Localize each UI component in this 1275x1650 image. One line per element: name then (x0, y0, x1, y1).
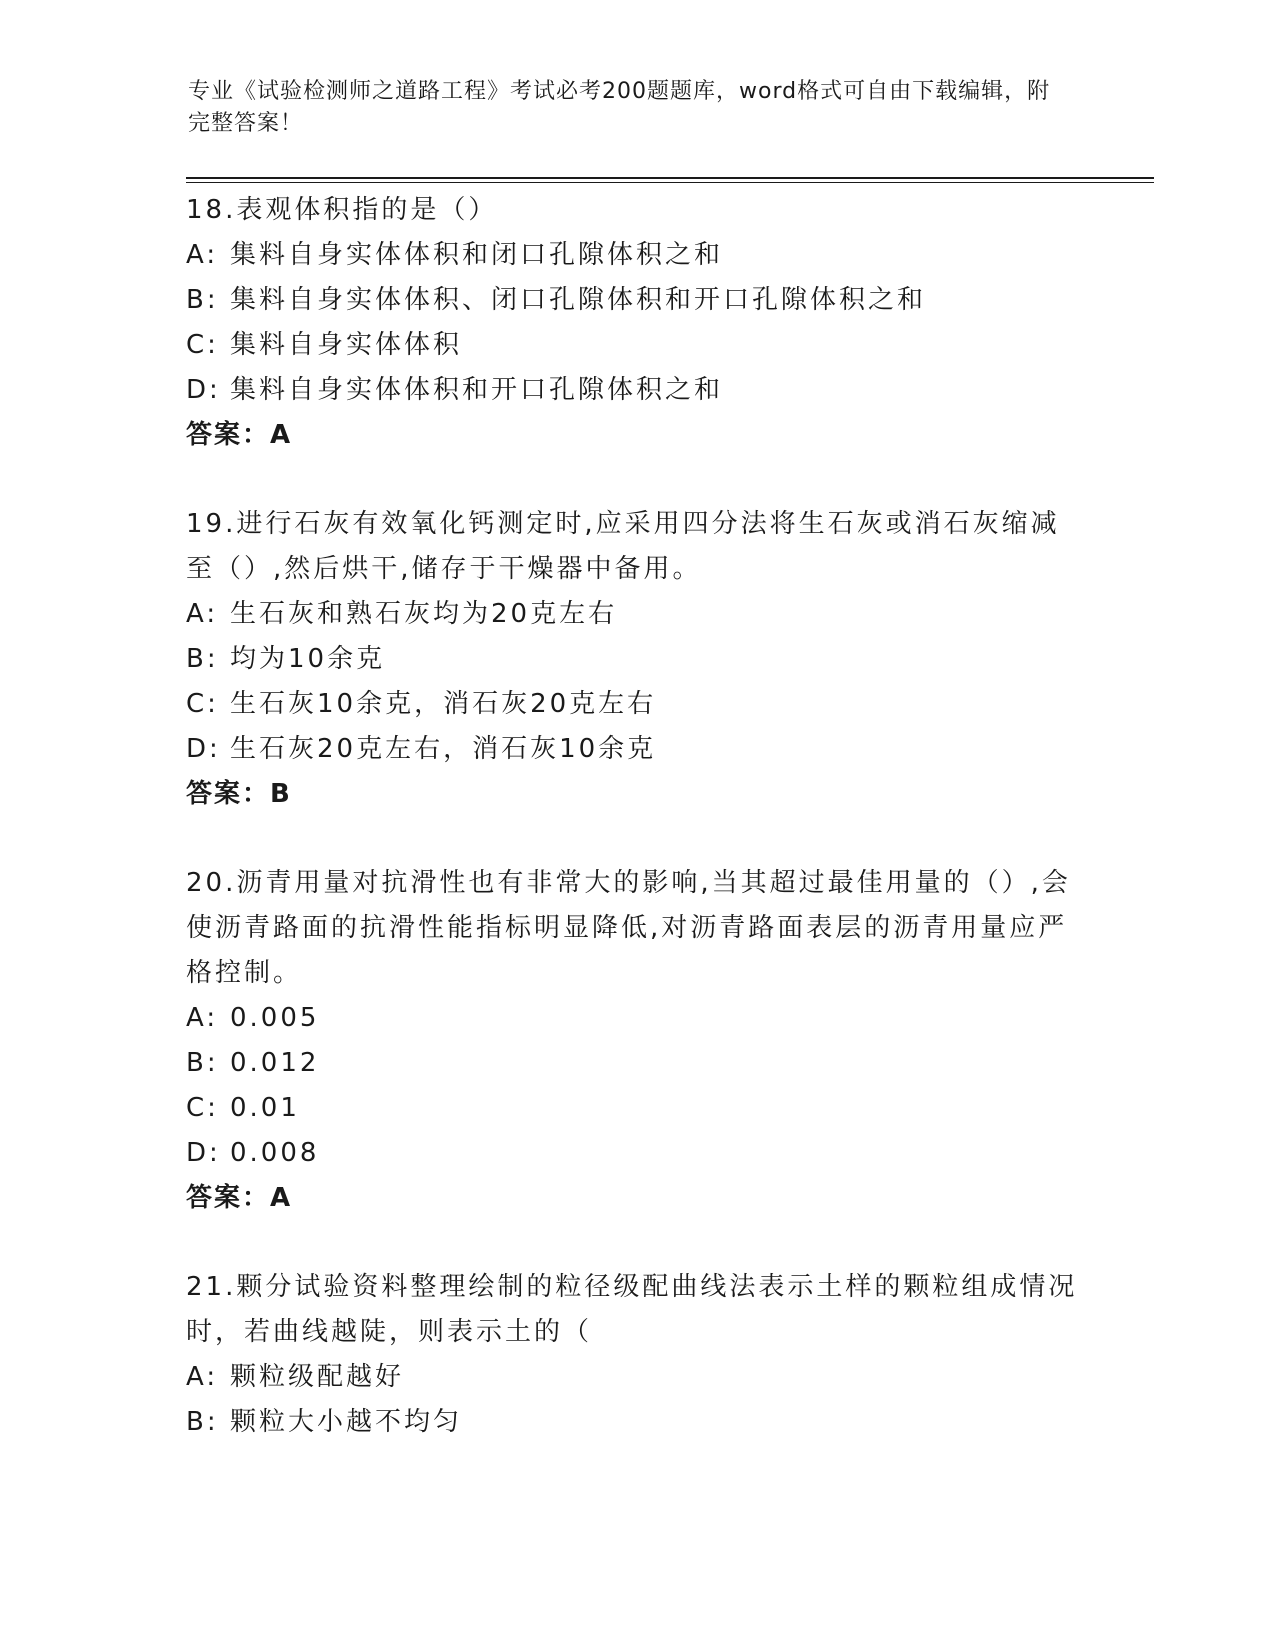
answer-text: 答案：A (186, 420, 293, 450)
option-b (186, 637, 1086, 682)
option-label: A: (186, 599, 219, 629)
option-d (186, 727, 1086, 772)
option-label: B: (186, 644, 219, 674)
option-c (186, 323, 1086, 368)
option-text: 均为10余克 (230, 644, 386, 674)
option-label: C: (186, 689, 219, 719)
option-text: 0.008 (230, 1138, 320, 1168)
question-20 (186, 861, 1086, 1221)
option-b (186, 1041, 1086, 1086)
question-18 (186, 188, 1086, 458)
option-c (186, 682, 1086, 727)
answer-text: 答案：A (186, 1183, 293, 1213)
option-text: 0.01 (230, 1093, 300, 1123)
option-text: 生石灰20克左右，消石灰10余克 (230, 734, 657, 764)
question-text: 19.进行石灰有效氧化钙测定时,应采用四分法将生石灰或消石灰缩减至（）,然后烘干,储存于干燥器中备用。 (186, 509, 1060, 584)
option-label: A: (186, 240, 219, 270)
question-list (186, 188, 1086, 1489)
question-21 (186, 1265, 1086, 1445)
option-text: 生石灰和熟石灰均为20克左右 (230, 599, 618, 629)
option-label: D: (186, 1138, 221, 1168)
option-label: B: (186, 1048, 219, 1078)
option-label: A: (186, 1003, 219, 1033)
option-c (186, 1086, 1086, 1131)
question-19 (186, 502, 1086, 817)
header-divider (186, 177, 1154, 179)
option-a (186, 1355, 1086, 1400)
option-label: B: (186, 285, 219, 315)
option-a (186, 996, 1086, 1041)
question-text: 20.沥青用量对抗滑性也有非常大的影响,当其超过最佳用量的（）,会使沥青路面的抗滑性能指标明显降低,对沥青路面表层的沥青用量应严格控制。 (186, 868, 1071, 988)
answer-text: 答案：B (186, 779, 292, 809)
question-text: 18.表观体积指的是（） (186, 195, 498, 225)
header-divider-thin (186, 182, 1154, 183)
option-label: C: (186, 330, 219, 360)
option-b (186, 1400, 1086, 1445)
document-header: 专业《试验检测师之道路工程》考试必考200题题库，word格式可自由下载编辑，附完整答案！ (188, 79, 1051, 136)
option-text: 0.005 (230, 1003, 320, 1033)
option-text: 颗粒级配越好 (230, 1362, 405, 1392)
option-d (186, 368, 1086, 413)
option-label: D: (186, 375, 221, 405)
option-text: 集料自身实体体积 (230, 330, 463, 360)
option-text: 集料自身实体体积和开口孔隙体积之和 (230, 375, 724, 405)
option-text: 集料自身实体体积、闭口孔隙体积和开口孔隙体积之和 (230, 285, 927, 315)
option-label: B: (186, 1407, 219, 1437)
option-text: 0.012 (230, 1048, 320, 1078)
option-d (186, 1131, 1086, 1176)
option-text: 生石灰10余克，消石灰20克左右 (230, 689, 657, 719)
option-label: C: (186, 1093, 219, 1123)
option-text: 颗粒大小越不均匀 (230, 1407, 463, 1437)
option-label: D: (186, 734, 221, 764)
option-a (186, 592, 1086, 637)
option-b (186, 278, 1086, 323)
question-text: 21.颗分试验资料整理绘制的粒径级配曲线法表示土样的颗粒组成情况时，若曲线越陡，则表示土的（ (186, 1272, 1078, 1347)
option-label: A: (186, 1362, 219, 1392)
option-a (186, 233, 1086, 278)
option-text: 集料自身实体体积和闭口孔隙体积之和 (230, 240, 724, 270)
